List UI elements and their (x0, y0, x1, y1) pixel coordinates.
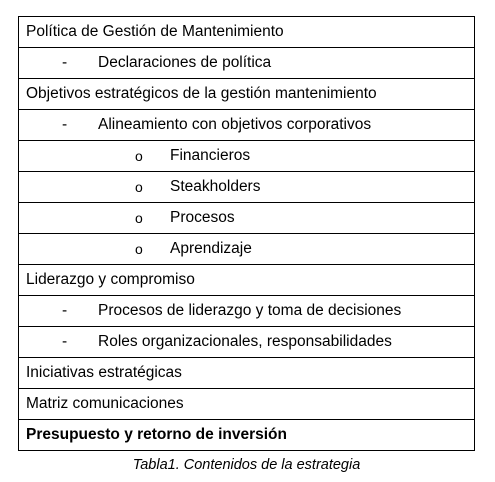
table-cell (19, 265, 475, 296)
table-cell (19, 420, 475, 451)
dash-bullet-icon: - (62, 302, 68, 319)
table-cell (19, 141, 475, 172)
list-item (19, 141, 474, 171)
strategy-contents-table (18, 16, 475, 451)
table-row (19, 17, 475, 48)
list-item-label: Declaraciones de política (98, 54, 272, 71)
section-heading: Objetivos estratégicos de la gestión mantenimiento (26, 85, 377, 102)
section-heading: Matriz comunicaciones (26, 395, 184, 412)
table-cell (19, 358, 475, 389)
dash-bullet-icon: - (62, 333, 68, 350)
dash-bullet-icon: - (62, 54, 68, 71)
circle-bullet-icon: o (135, 241, 143, 257)
list-item-label: Procesos de liderazgo y toma de decisiones (98, 302, 402, 319)
table-cell (19, 389, 475, 420)
list-item (19, 327, 474, 357)
table-cell (19, 110, 475, 141)
list-item (19, 234, 474, 264)
list-item-label: Steakholders (170, 178, 261, 195)
table-cell (19, 296, 475, 327)
circle-bullet-icon: o (135, 148, 143, 164)
table-row (19, 265, 475, 296)
table-row (19, 327, 475, 358)
list-item-label: Roles organizacionales, responsabilidades (98, 333, 392, 350)
list-item-label: Procesos (170, 209, 235, 226)
section-heading: Política de Gestión de Mantenimiento (26, 23, 284, 40)
list-item-label: Alineamiento con objetivos corporativos (98, 116, 372, 133)
list-item (19, 296, 474, 326)
table-body (19, 17, 475, 451)
list-item (19, 172, 474, 202)
table-row (19, 296, 475, 327)
table-cell (19, 172, 475, 203)
table-row (19, 389, 475, 420)
table-row (19, 420, 475, 451)
list-item-label: Financieros (170, 147, 251, 164)
list-item (19, 48, 474, 78)
table-row (19, 79, 475, 110)
list-item (19, 203, 474, 233)
table-row (19, 141, 475, 172)
list-item (19, 110, 474, 140)
dash-bullet-icon: - (62, 116, 68, 133)
table-cell (19, 48, 475, 79)
section-heading: Presupuesto y retorno de inversión (26, 426, 287, 443)
table-row (19, 172, 475, 203)
table-cell (19, 327, 475, 358)
section-heading: Liderazgo y compromiso (26, 271, 195, 288)
table-row (19, 234, 475, 265)
table-row (19, 203, 475, 234)
table-cell (19, 17, 475, 48)
table-cell (19, 234, 475, 265)
table-cell (19, 203, 475, 234)
circle-bullet-icon: o (135, 210, 143, 226)
table-row (19, 358, 475, 389)
table-caption: Tabla1. Contenidos de la estrategia (132, 457, 361, 473)
section-heading: Iniciativas estratégicas (26, 364, 182, 381)
circle-bullet-icon: o (135, 179, 143, 195)
table-row (19, 48, 475, 79)
list-item-label: Aprendizaje (170, 240, 252, 257)
table-row (19, 110, 475, 141)
table-cell (19, 79, 475, 110)
